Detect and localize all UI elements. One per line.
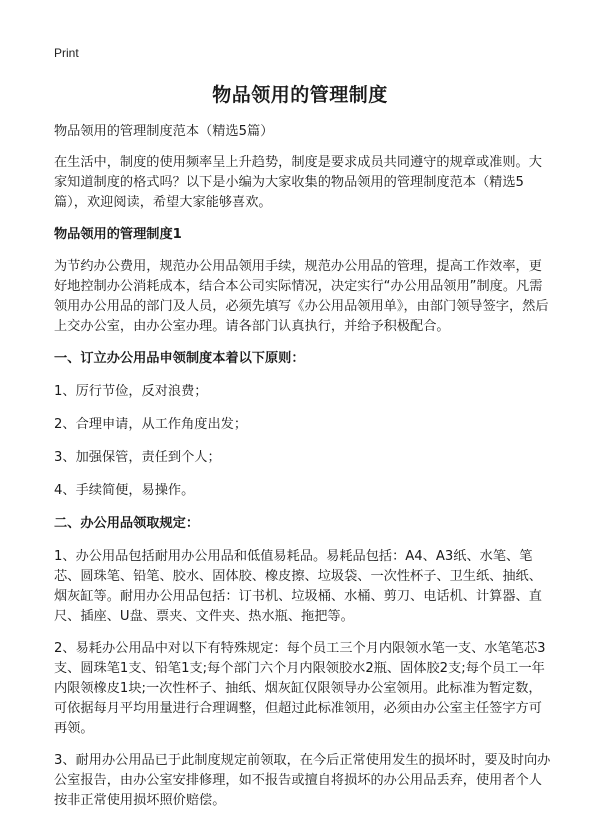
section-heading: 物品领用的管理制度1 [54, 227, 182, 242]
rule-item: 1、办公用品包括耐用办公用品和低值易耗品。易耗品包括：A4、A3纸、水笔、笔芯、圆珠笔、铅笔、胶水、固体胶、橡皮擦、垃圾袋、一次性杯子、卫生纸、抽纸、烟灰缸等。耐用办公用品包括：订书机、垃圾桶、水桶、剪刀、电话机、计算器、直尺、插座、U盘、票夹、文件夹、热水瓶、拖把等。 [54, 549, 542, 624]
rules-heading: 二、办公用品领取规定： [54, 516, 200, 531]
rule-item: 3、耐用办公用品已于此制度规定前领取，在今后正常使用发生的损坏时，要及时向办公室报告，由办公室安排修理，如不报告或擅自将损坏的办公用品丢弃，使用者个人按非正常使用损坏照价赔偿。 [54, 753, 551, 808]
print-link[interactable]: Print [54, 46, 79, 60]
section-paragraph: 为节约办公费用，规范办公用品领用手续，规范办公用品的管理，提高工作效率，更好地控制办公消耗成本，结合本公司实际情况，决定实行“办公用品领用”制度。凡需领用办公用品的部门及人员，必须先填写《办公用品领用单》，由部门领导签字，然后上交办公室，由办公室办理。请各部门认真执行，并给予积极配合。 [54, 259, 549, 334]
principle-item: 4、手续简便，易操作。 [54, 483, 195, 498]
principle-item: 1、厉行节俭，反对浪费； [54, 384, 208, 399]
principles-heading: 一、订立办公用品申领制度本着以下原则： [54, 351, 305, 366]
principle-item: 2、合理申请，从工作角度出发； [54, 417, 248, 432]
document-title: 物品领用的管理制度 [212, 84, 388, 106]
document-subtitle: 物品领用的管理制度范本（精选5篇） [54, 124, 274, 139]
intro-paragraph: 在生活中，制度的使用频率呈上升趋势，制度是要求成员共同遵守的规章或准则。大家知道制度的格式吗？以下是小编为大家收集的物品领用的管理制度范本（精选5篇），欢迎阅读，希望大家能够喜欢。 [54, 155, 542, 210]
document-body [54, 122, 554, 823]
rule-item: 2、易耗办公用品中对以下有特殊规定：每个员工三个月内限领水笔一支、水笔笔芯3支、圆珠笔1支、铅笔1支;每个部门六个月内限领胶水2瓶、固体胶2支;每个员工一年内限领橡皮1块;一次性杯子、抽纸、烟灰缸仅限领导办公室领用。此标准为暂定数，可依据每月平均用量进行合理调整，但超过此标准领用，必须由办公室主任签字方可再领。 [54, 641, 546, 736]
principle-item: 3、加强保管，责任到个人； [54, 450, 221, 465]
